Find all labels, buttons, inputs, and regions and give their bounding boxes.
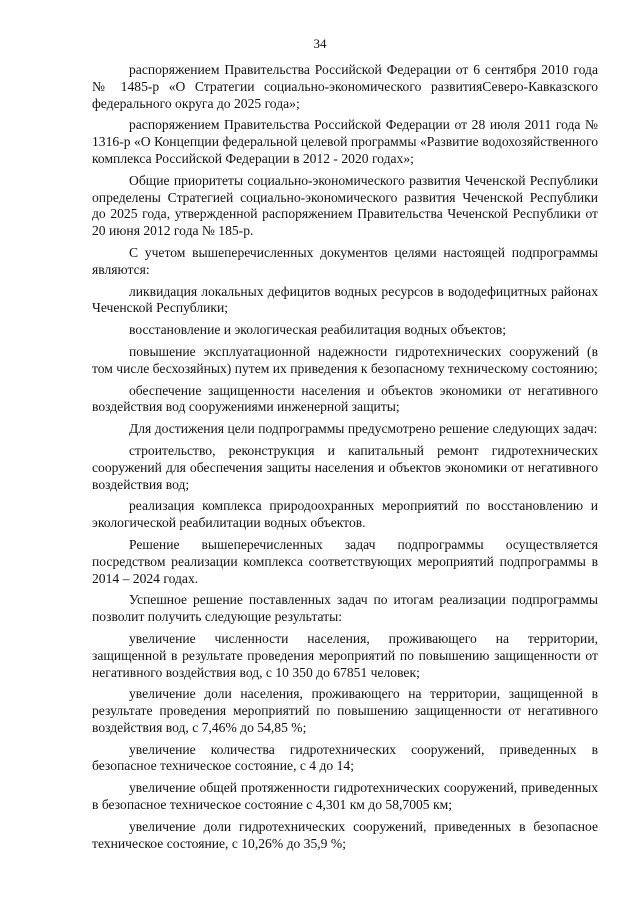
paragraph: увеличение доли гидротехнических сооружений, приведенных в безопасное техническое состояние, с 10,26% до 35,9 %;	[92, 818, 598, 851]
paragraph: Для достижения цели подпрограммы предусмотрено решение следующих задач:	[129, 421, 598, 437]
page-number: 34	[313, 36, 327, 51]
paragraph: увеличение численности населения, проживающего на территории, защищенной в результате проведения мероприятий по повышению защищенности от негативного воздействия вод, с 10 350 до 67851 человек;	[92, 630, 598, 680]
paragraph: увеличение количества гидротехнических сооружений, приведенных в безопасное техническое состояние, с 4 до 14;	[92, 741, 598, 774]
paragraph: распоряжением Правительства Российской Федерации от 6 сентября 2010 года № 1485-р «О Стратегии социально-экономического развитияСеверо-Кавказского федерального округа до 2025 года»;	[92, 62, 598, 111]
paragraph: повышение эксплуатационной надежности гидротехнических сооружений (в том числе бесхозяйных) путем их приведения к безопасному техническому состоянию;	[92, 343, 598, 376]
paragraph: восстановление и экологическая реабилитация водных объектов;	[129, 322, 507, 338]
paragraph: распоряжением Правительства Российской Федерации от 28 июля 2011 года № 1316-р «О Концепции федеральной целевой программы «Развитие водохозяйственного комплекса Российской Федерации в 2012 - 2020 годах»;	[92, 117, 598, 166]
paragraph: обеспечение защищенности населения и объектов экономики от негативного воздействия вод сооружениями инженерной защиты;	[92, 382, 598, 415]
paragraph: увеличение доли населения, проживающего на территории, защищенной в результате проведения мероприятий по повышению защищенности от негативного воздействия вод, с 7,46% до 54,85 %;	[92, 686, 598, 735]
document-body	[92, 62, 598, 857]
paragraph: Решение вышеперечисленных задач подпрограммы осуществляется посредством реализации комплекса соответствующих мероприятий подпрограммы в 2014 – 2024 годах.	[92, 536, 598, 586]
paragraph: Успешное решение поставленных задач по итогам реализации подпрограммы позволит получить следующие результаты:	[92, 592, 598, 625]
paragraph: увеличение общей протяженности гидротехнических сооружений, приведенных в безопасное техническое состояние с 4,301 км до 58,7005 км;	[92, 780, 598, 813]
paragraph: С учетом вышеперечисленных документов целями настоящей подпрограммы являются:	[92, 244, 598, 277]
paragraph: ликвидация локальных дефицитов водных ресурсов в вододефицитных районах Чеченской Республики;	[92, 283, 598, 316]
paragraph: Общие приоритеты социально-экономического развития Чеченской Республики определены Стратегией социально-экономического развития Чеченской Республики до 2025 года, утвержденной распоряжением Правительства Чеченской Республики от 20 июня 2012 года № 185-р.	[92, 172, 598, 239]
paragraph: реализация комплекса природоохранных мероприятий по восстановлению и экологической реабилитации водных объектов.	[92, 498, 598, 531]
paragraph: строительство, реконструкция и капитальный ремонт гидротехнических сооружений для обеспечения защиты населения и объектов экономики от негативного воздействия вод;	[92, 442, 598, 492]
